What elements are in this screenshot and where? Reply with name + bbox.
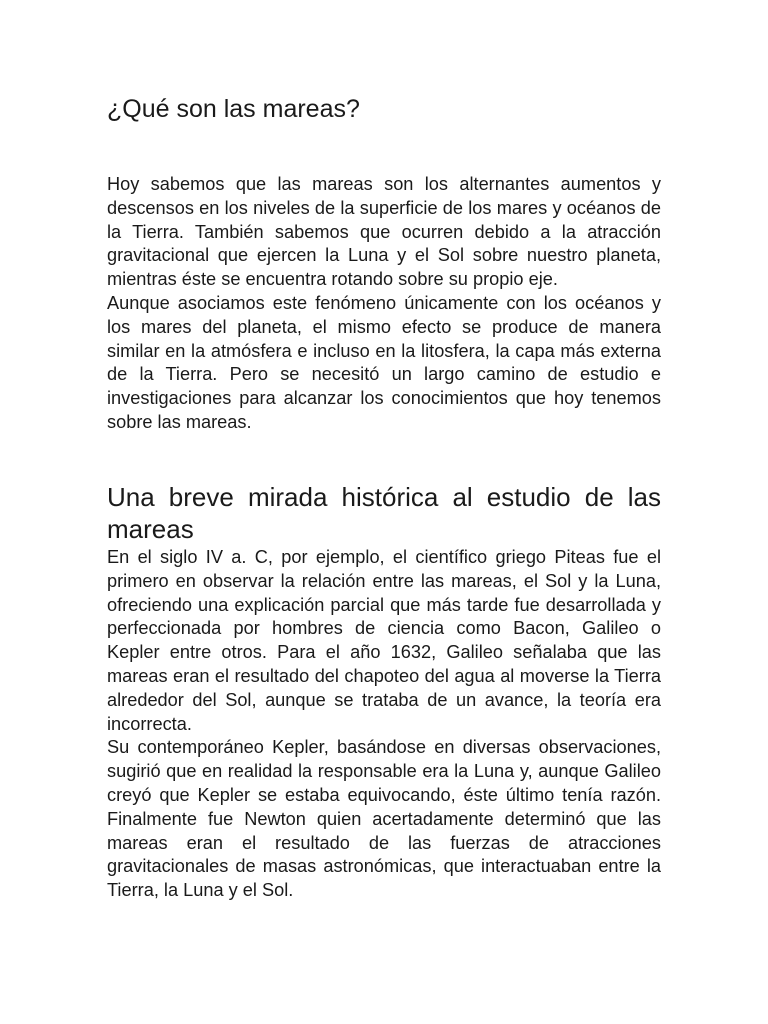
intro-section xyxy=(107,173,661,435)
intro-paragraph-1: Hoy sabemos que las mareas son los alternantes aumentos y descensos en los niveles de la superficie de los mares y océanos de la Tierra. También sabemos que ocurren debido a la atracción gravitacional que ejercen la Luna y el Sol sobre nuestro planeta, mientras éste se encuentra rotando sobre su propio eje. xyxy=(107,174,661,290)
section-heading: Una breve mirada histórica al estudio de las mareas xyxy=(107,482,661,544)
history-paragraph-1: En el siglo IV a. C, por ejemplo, el científico griego Piteas fue el primero en observar la relación entre las mareas, el Sol y la Luna, ofreciendo una explicación parcial que más tarde fue desarrollada y perfeccionada por hombres de ciencia como Bacon, Galileo o Kepler entre otros. Para el año 1632, Galileo señalaba que las mareas eran el resultado del chapoteo del agua al moverse la Tierra alrededor del Sol, aunque se trataba de un avance, la teoría era incorrecta. xyxy=(107,547,661,734)
page-title: ¿Qué son las mareas? xyxy=(107,95,360,123)
intro-paragraph-2: Aunque asociamos este fenómeno únicamente con los océanos y los mares del planeta, el mismo efecto se produce de manera similar en la atmósfera e incluso en la litosfera, la capa más externa de la Tierra. Pero se necesitó un largo camino de estudio e investigaciones para alcanzar los conocimientos que hoy tenemos sobre las mareas. xyxy=(107,292,661,432)
history-paragraph-2: Su contemporáneo Kepler, basándose en diversas observaciones, sugirió que en realidad la responsable era la Luna y, aunque Galileo creyó que Kepler se estaba equivocando, éste último tenía razón. Finalmente fue Newton quien acertadamente determinó que las mareas eran el resultado de las fuerzas de atracciones gravitacionales de masas astronómicas, que interactuaban entre la Tierra, la Luna y el Sol. xyxy=(107,737,661,901)
history-section xyxy=(107,546,661,903)
